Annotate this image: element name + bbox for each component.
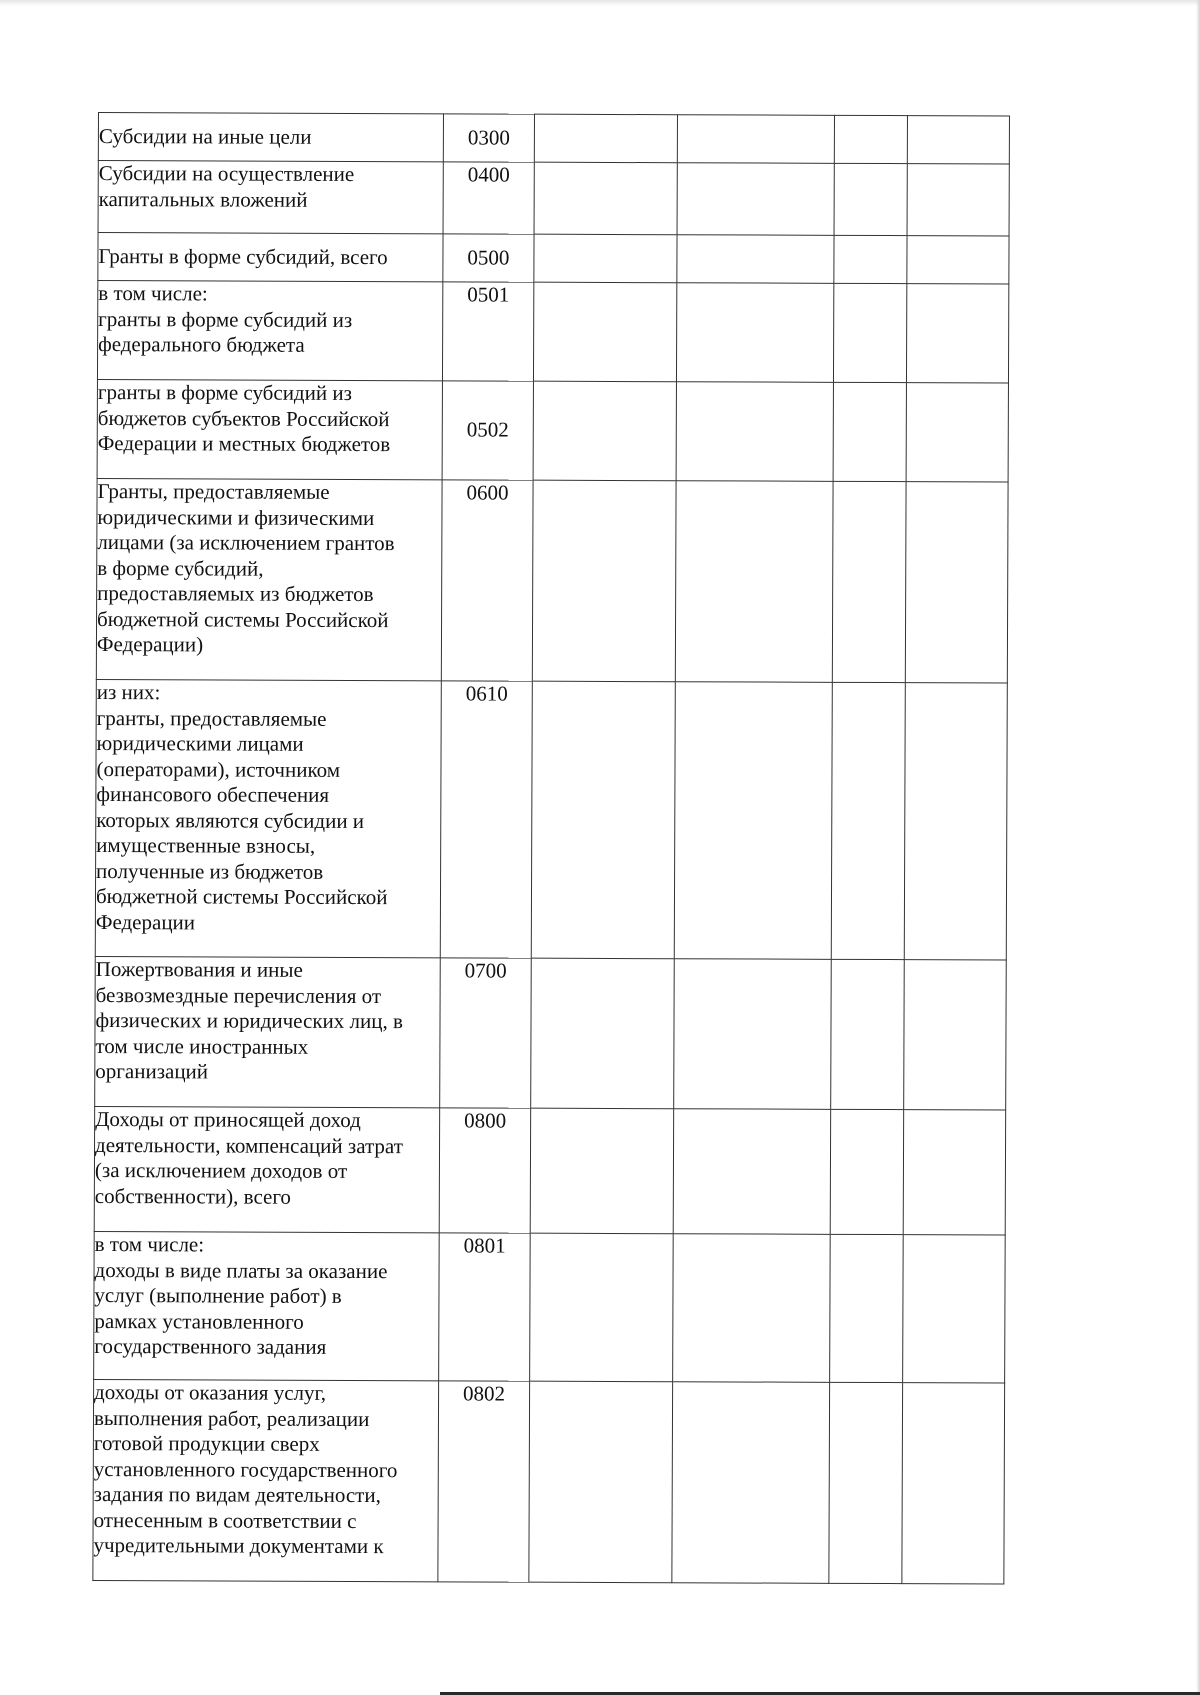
row-code: 0300 [443,114,534,162]
value-cell [834,115,907,163]
value-cell [677,235,834,284]
value-cell [677,163,834,236]
row-name: Гранты в форме субсидий, всего [98,233,443,282]
income-form-table [92,112,1010,1584]
row-name: Субсидии на иные цели [98,113,443,162]
value-cell [830,1109,903,1234]
value-cell [675,481,833,683]
value-cell [831,682,905,959]
value-cell [533,282,676,382]
value-cell [907,164,1009,236]
value-cell [531,681,675,959]
value-cell [529,1381,673,1583]
row-name: Пожертвования и иные безвозмездные перечисления от физических и юридических лиц, в том числе иностранных организаций [95,956,441,1107]
table-row [98,113,1009,164]
value-cell [673,1109,830,1235]
table-row [98,233,1009,284]
table-row [95,956,1007,1109]
table-row [97,281,1008,383]
value-cell [833,382,906,481]
value-cell [530,1108,673,1234]
table-row [94,1231,1006,1382]
value-cell [902,1383,1005,1584]
value-cell [533,381,676,481]
row-code: 0610 [440,681,532,958]
value-cell [907,116,1009,164]
value-cell [830,1234,904,1382]
row-code: 0500 [443,234,534,282]
value-cell [829,1382,903,1583]
value-cell [832,481,906,682]
value-cell [903,1235,1006,1383]
value-cell [534,114,677,163]
table-row [97,379,1008,481]
row-code: 0600 [441,480,533,681]
value-cell [677,115,834,164]
value-cell [906,383,1008,482]
value-cell [905,482,1008,683]
value-cell [530,1233,674,1382]
row-name: Субсидии на осуществление капитальных вложений [98,161,443,234]
value-cell [903,1110,1005,1235]
table-row [98,161,1009,236]
row-name: из них: гранты, предоставляемые юридическими лицами (операторами), источником финансового обеспечения которых являются субсидии и имущественные взносы, полученные из бюджетов бюджетной системы Российской Федерации [95,679,441,957]
row-name: гранты в форме субсидий из бюджетов субъектов Российской Федерации и местных бюджетов [97,379,442,479]
value-cell [904,683,1007,960]
row-code: 0802 [438,1381,530,1582]
row-code: 0700 [440,958,532,1108]
row-name: Гранты, предоставляемые юридическими и физическими лицами (за исключением грантов в форме субсидий, предоставляемых из бюджетов бюджетной системы Российской Федерации) [96,478,442,680]
value-cell [676,382,833,482]
row-name: Доходы от приносящей доход деятельности, компенсаций затрат (за исключением доходов от собственности), всего [94,1106,439,1232]
row-name: в том числе: доходы в виде платы за оказание услуг (выполнение работ) в рамках установленного государственного задания [94,1231,440,1380]
value-cell [673,1234,831,1383]
row-code: 0400 [443,162,534,234]
row-code: 0501 [442,282,533,381]
value-cell [907,236,1009,284]
value-cell [834,235,907,283]
value-cell [531,958,675,1109]
value-cell [674,959,832,1110]
table-row [96,478,1008,682]
scan-edge-top [0,0,1200,6]
value-cell [534,162,677,235]
scan-edge-right [1196,0,1200,1695]
value-cell [532,480,676,682]
row-code: 0800 [439,1108,530,1233]
row-name: в том числе: гранты в форме субсидий из федерального бюджета [97,281,442,381]
value-cell [676,283,833,383]
table-row [95,679,1007,959]
table-row [94,1106,1005,1234]
value-cell [834,163,907,235]
value-cell [833,283,906,382]
row-code: 0801 [439,1233,531,1381]
row-code: 0502 [442,381,533,480]
value-cell [904,960,1007,1110]
value-cell [906,284,1008,383]
value-cell [672,1382,830,1584]
value-cell [831,959,905,1109]
value-cell [534,234,677,283]
table-row [93,1379,1005,1583]
value-cell [674,682,832,960]
row-name: доходы от оказания услуг, выполнения работ, реализации готовой продукции сверх установленного государственного задания по видам деятельности, отнесенным в соответствии с учредительными документами к [93,1379,439,1581]
